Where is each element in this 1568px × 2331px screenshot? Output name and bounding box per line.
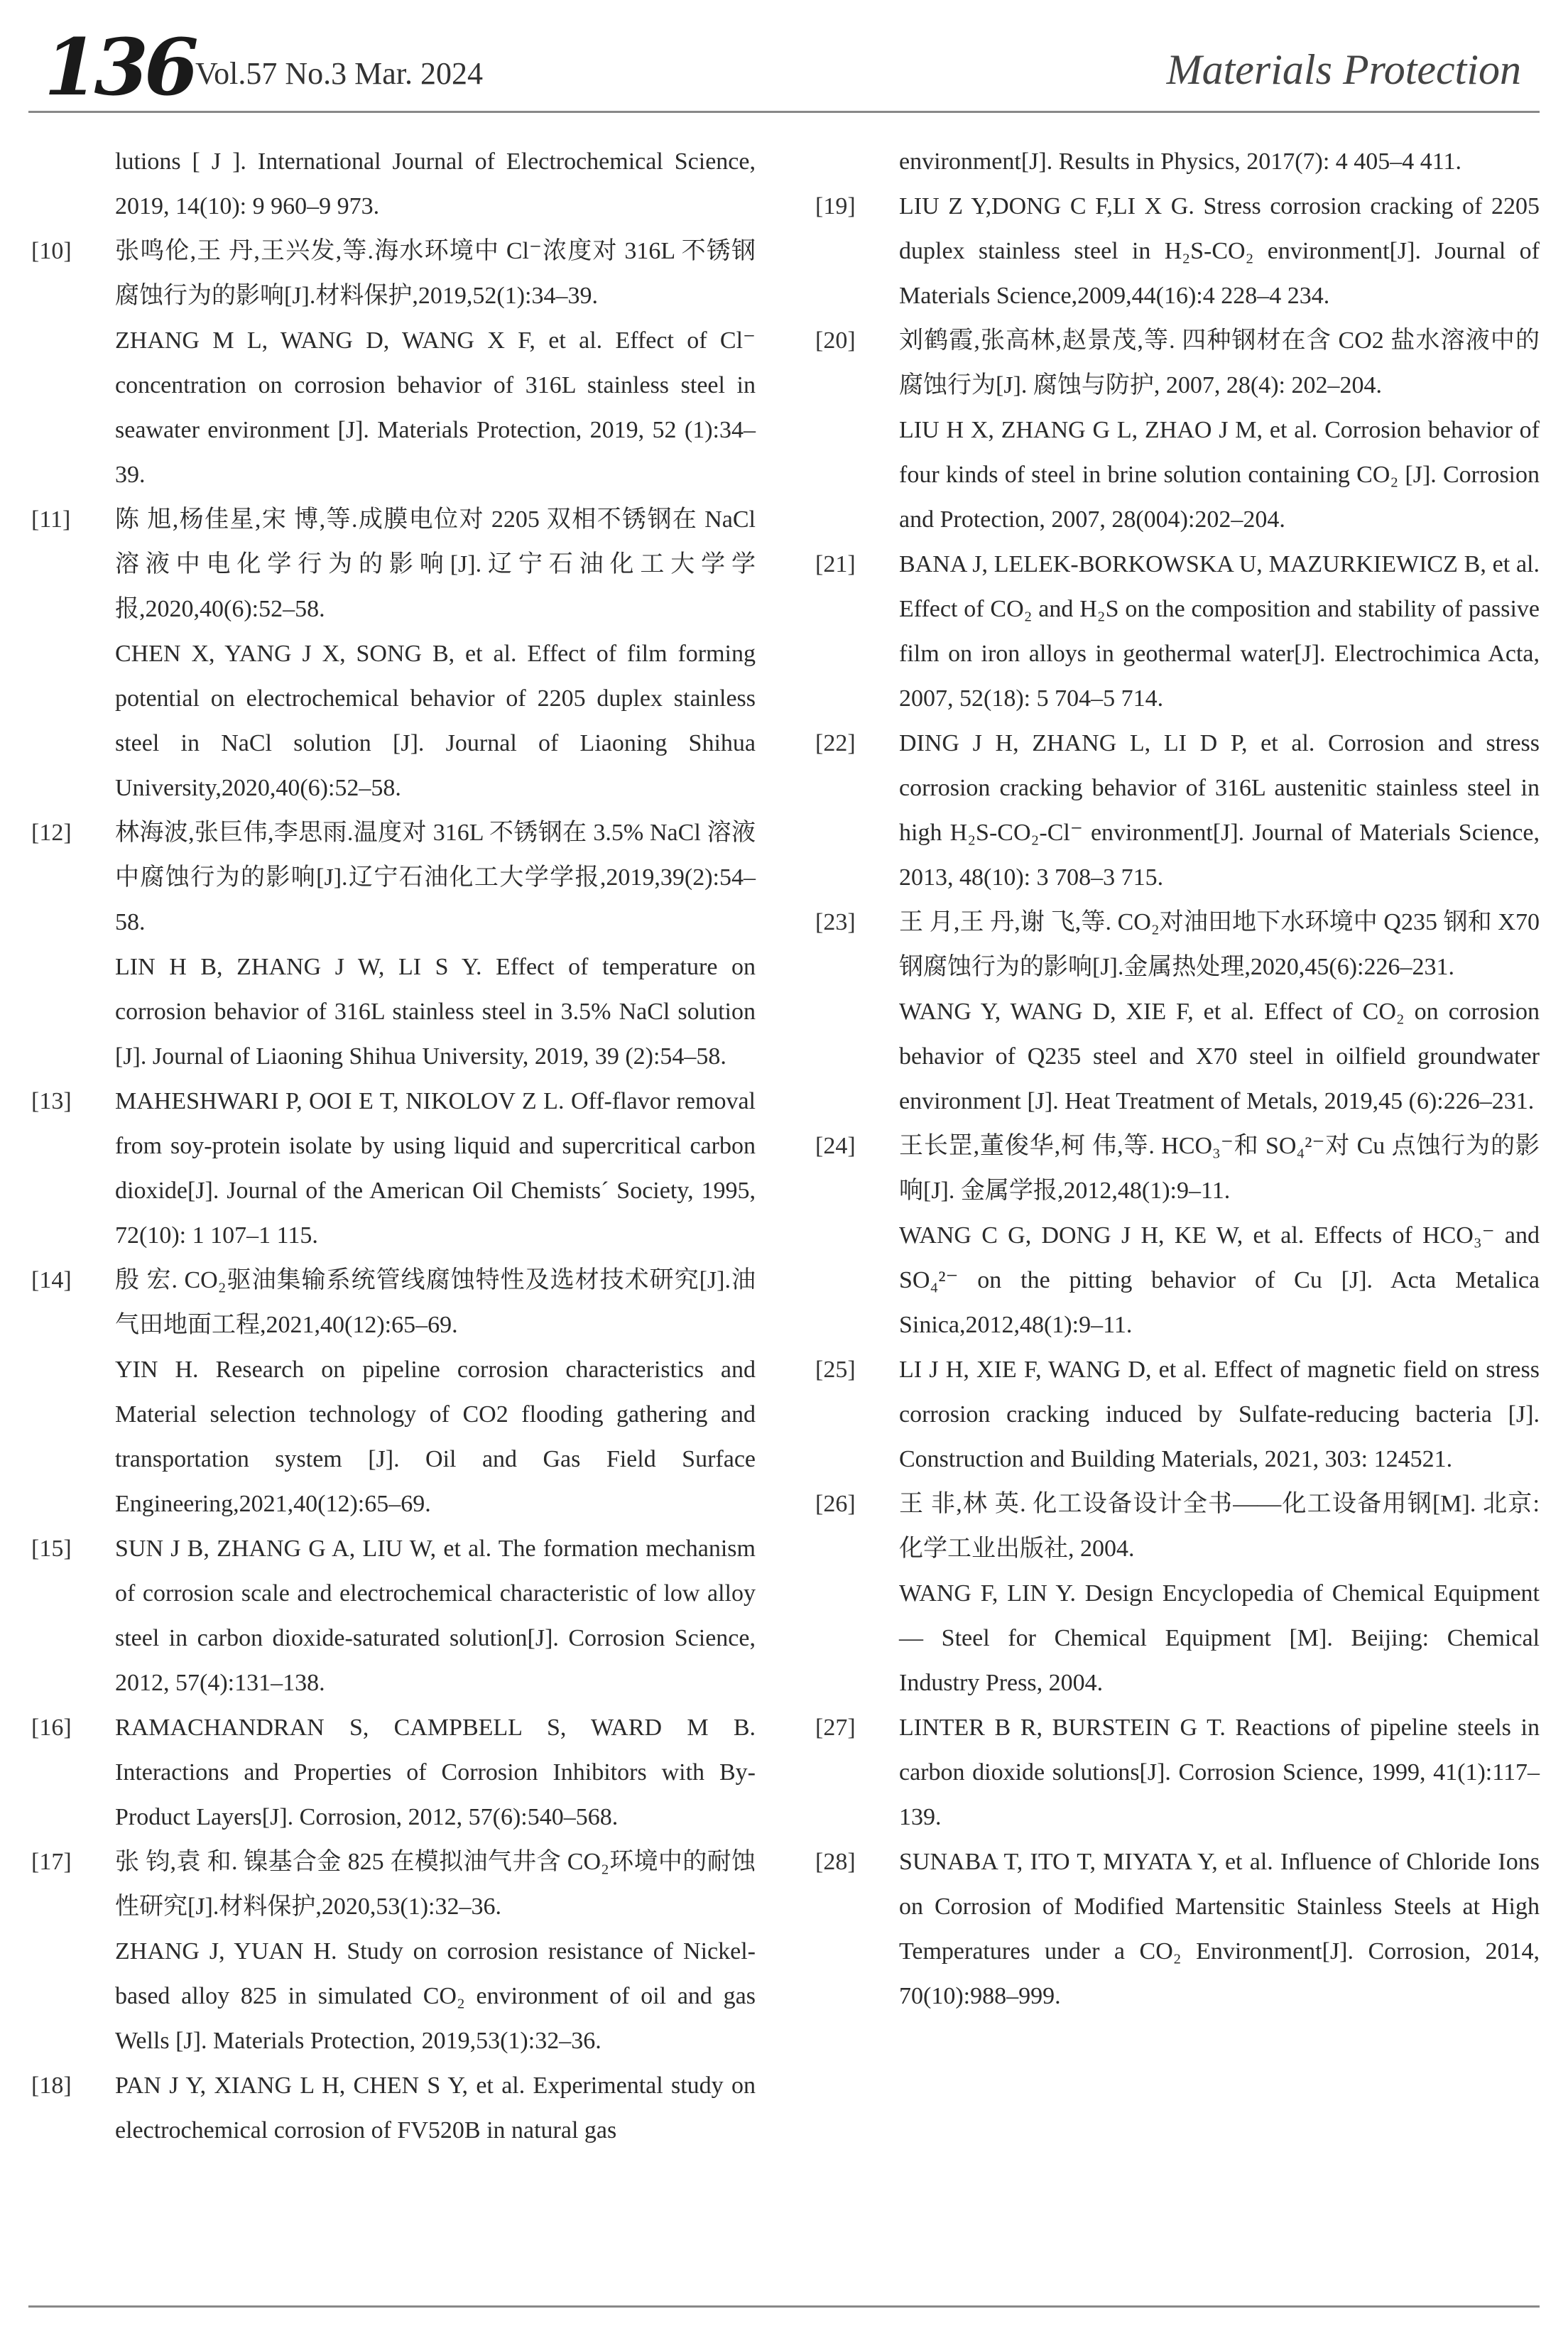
reference-translation: WANG F, LIN Y. Design Encyclopedia of Chemical Equipment — Steel for Chemical Equipment [M]. Beijing: Chemical Industry Press, 2004. — [899, 1580, 1540, 1696]
journal-name: Materials Protection — [1166, 46, 1521, 93]
right-column — [815, 139, 1540, 2018]
reference-entry — [815, 1124, 1540, 1347]
reference-text: LI J H, XIE F, WANG D, et al. Effect of magnetic field on stress corrosion cracking induced by Sulfate-reducing bacteria [J]. Construction and Building Materials, 2021, 303: 124521. — [899, 1357, 1540, 1472]
reference-number: [23] — [815, 909, 856, 935]
continued-reference: environment[J]. Results in Physics, 2017(7): 4 405–4 411. — [899, 148, 1462, 175]
reference-number: [22] — [815, 730, 856, 756]
reference-text: MAHESHWARI P, OOI E T, NIKOLOV Z L. Off-flavor removal from soy-protein isolate by using liquid and supercritical carbon dioxide[J]. Journal of the American Oil Chemists´ Society, 1995, 72(10): 1 107–1 115. — [115, 1088, 756, 1249]
reference-translation: ZHANG M L, WANG D, WANG X F, et al. Effect of Cl⁻ concentration on corrosion behavior of 316L stainless steel in seawater environment [J]. Materials Protection, 2019, 52 (1):34–39. — [115, 327, 756, 488]
reference-text: 王 非,林 英. 化工设备设计全书——化工设备用钢[M]. 北京:化学工业出版社, 2004. — [899, 1491, 1540, 1562]
left-column — [31, 139, 756, 2153]
reference-entry — [815, 1482, 1540, 1705]
reference-translation: WANG C G, DONG J H, KE W, et al. Effects of HCO₃⁻ and SO₄²⁻ on the pitting behavior of Cu [J]. Acta Metalica Sinica,2012,48(1):9–11. — [899, 1222, 1540, 1338]
reference-number: [25] — [815, 1357, 856, 1383]
reference-number: [18] — [31, 2072, 72, 2099]
header-rule — [28, 111, 1540, 113]
reference-entry — [815, 542, 1540, 721]
reference-entry — [815, 318, 1540, 542]
reference-number: [10] — [31, 238, 72, 264]
reference-text: LIU Z Y,DONG C F,LI X G. Stress corrosion cracking of 2205 duplex stainless steel in H₂S-CO₂ environment[J]. Journal of Materials Science,2009,44(16):4 228–4 234. — [899, 193, 1540, 309]
reference-number: [19] — [815, 193, 856, 219]
reference-number: [17] — [31, 1849, 72, 1875]
page-header — [0, 0, 1568, 135]
reference-text: 王 月,王 丹,谢 飞,等. CO₂对油田地下水环境中 Q235 钢和 X70 钢腐蚀行为的影响[J].金属热处理,2020,45(6):226–231. — [899, 909, 1540, 980]
reference-number: [20] — [815, 327, 856, 354]
reference-entry — [31, 497, 756, 810]
reference-number: [12] — [31, 820, 72, 846]
reference-number: [27] — [815, 1715, 856, 1741]
reference-entry — [815, 1840, 1540, 2018]
reference-number: [24] — [815, 1133, 856, 1159]
reference-entry — [815, 1705, 1540, 1840]
reference-text: 林海波,张巨伟,李思雨.温度对 316L 不锈钢在 3.5% NaCl 溶液中腐蚀行为的影响[J].辽宁石油化工大学学报,2019,39(2):54–58. — [115, 820, 756, 935]
reference-translation: LIU H X, ZHANG G L, ZHAO J M, et al. Corrosion behavior of four kinds of steel in brine solution containing CO₂ [J]. Corrosion and Protection, 2007, 28(004):202–204. — [899, 417, 1540, 533]
reference-entry — [815, 900, 1540, 1124]
reference-text: 张 钧,袁 和. 镍基合金 825 在模拟油气井含 CO₂环境中的耐蚀性研究[J].材料保护,2020,53(1):32–36. — [115, 1849, 756, 1920]
reference-entry — [31, 810, 756, 1079]
reference-number: [11] — [31, 506, 71, 533]
reference-text: 王长罡,董俊华,柯 伟,等. HCO₃⁻和 SO₄²⁻对 Cu 点蚀行为的影响[J]. 金属学报,2012,48(1):9–11. — [899, 1133, 1540, 1204]
reference-text: 殷 宏. CO₂驱油集输系统管线腐蚀特性及选材技术研究[J].油气田地面工程,2021,40(12):65–69. — [115, 1267, 756, 1338]
reference-text: 陈 旭,杨佳星,宋 博,等.成膜电位对 2205 双相不锈钢在 NaCl 溶液中电化学行为的影响[J].辽宁石油化工大学学报,2020,40(6):52–58. — [115, 506, 756, 622]
reference-text: SUNABA T, ITO T, MIYATA Y, et al. Influence of Chloride Ions on Corrosion of Modified Martensitic Stainless Steels at High Temperatures under a CO₂ Environment[J]. Corrosion, 2014, 70(10):988–999. — [899, 1849, 1540, 2009]
reference-entry — [815, 184, 1540, 318]
reference-translation: YIN H. Research on pipeline corrosion characteristics and Material selection technology of CO2 flooding gathering and transportation system [J]. Oil and Gas Field Surface Engineering,2021,40(12):65–69. — [115, 1357, 756, 1517]
reference-translation: ZHANG J, YUAN H. Study on corrosion resistance of Nickel-based alloy 825 in simulated CO₂ environment of oil and gas Wells [J]. Materials Protection, 2019,53(1):32–36. — [115, 1938, 756, 2054]
reference-text: RAMACHANDRAN S, CAMPBELL S, WARD M B. Interactions and Properties of Corrosion Inhibitors with By-Product Layers[J]. Corrosion, 2012, 57(6):540–568. — [115, 1715, 756, 1830]
reference-number: [15] — [31, 1536, 72, 1562]
reference-number: [16] — [31, 1715, 72, 1741]
reference-number: [26] — [815, 1491, 856, 1517]
reference-number: [13] — [31, 1088, 72, 1114]
reference-number: [14] — [31, 1267, 72, 1293]
reference-text: 张鸣伦,王 丹,王兴发,等.海水环境中 Cl⁻浓度对 316L 不锈钢腐蚀行为的影响[J].材料保护,2019,52(1):34–39. — [115, 238, 756, 309]
reference-text: LINTER B R, BURSTEIN G T. Reactions of pipeline steels in carbon dioxide solutions[J]. Corrosion Science, 1999, 41(1):117–139. — [899, 1715, 1540, 1830]
reference-text: SUN J B, ZHANG G A, LIU W, et al. The formation mechanism of corrosion scale and electrochemical characteristic of low alloy steel in carbon dioxide-saturated solution[J]. Corrosion Science, 2012, 57(4):131–138. — [115, 1536, 756, 1696]
reference-translation: LIN H B, ZHANG J W, LI S Y. Effect of temperature on corrosion behavior of 316L stainless steel in 3.5% NaCl solution [J]. Journal of Liaoning Shihua University, 2019, 39 (2):54–58. — [115, 954, 756, 1070]
reference-entry — [31, 2063, 756, 2153]
reference-entry — [815, 1347, 1540, 1482]
reference-entry — [31, 1079, 756, 1258]
reference-entry — [31, 1840, 756, 2063]
reference-text: BANA J, LELEK-BORKOWSKA U, MAZURKIEWICZ B, et al. Effect of CO₂ and H₂S on the composition and stability of passive film on iron alloys in geothermal water[J]. Electrochimica Acta, 2007, 52(18): 5 704–5 714. — [899, 551, 1540, 712]
reference-entry — [31, 229, 756, 497]
reference-number: [28] — [815, 1849, 856, 1875]
reference-entry — [31, 1258, 756, 1526]
issue-info: Vol.57 No.3 Mar. 2024 — [195, 56, 483, 91]
footer-rule — [28, 2305, 1540, 2308]
reference-translation: WANG Y, WANG D, XIE F, et al. Effect of CO₂ on corrosion behavior of Q235 steel and X70 steel in oilfield groundwater environment [J]. Heat Treatment of Metals, 2019,45 (6):226–231. — [899, 999, 1540, 1114]
reference-text: DING J H, ZHANG L, LI D P, et al. Corrosion and stress corrosion cracking behavior of 316L austenitic stainless steel in high H₂S-CO₂-Cl⁻ environment[J]. Journal of Materials Science, 2013, 48(10): 3 708–3 715. — [899, 730, 1540, 891]
page-number: 136 — [44, 21, 195, 113]
reference-text: PAN J Y, XIANG L H, CHEN S Y, et al. Experimental study on electrochemical corrosion of FV520B in natural gas — [115, 2072, 756, 2143]
reference-text: 刘鹤霞,张高林,赵景茂,等. 四种钢材在含 CO2 盐水溶液中的腐蚀行为[J]. 腐蚀与防护, 2007, 28(4): 202–204. — [899, 327, 1540, 398]
reference-entry — [31, 1526, 756, 1705]
reference-translation: CHEN X, YANG J X, SONG B, et al. Effect of film forming potential on electrochemical behavior of 2205 duplex stainless steel in NaCl solution [J]. Journal of Liaoning Shihua University,2020,40(6):52–58. — [115, 641, 756, 801]
continued-reference: lutions [ J ]. International Journal of Electrochemical Science, 2019, 14(10): 9 960–9 973. — [115, 148, 756, 219]
reference-entry — [815, 721, 1540, 900]
reference-entry — [31, 1705, 756, 1840]
reference-number: [21] — [815, 551, 856, 577]
